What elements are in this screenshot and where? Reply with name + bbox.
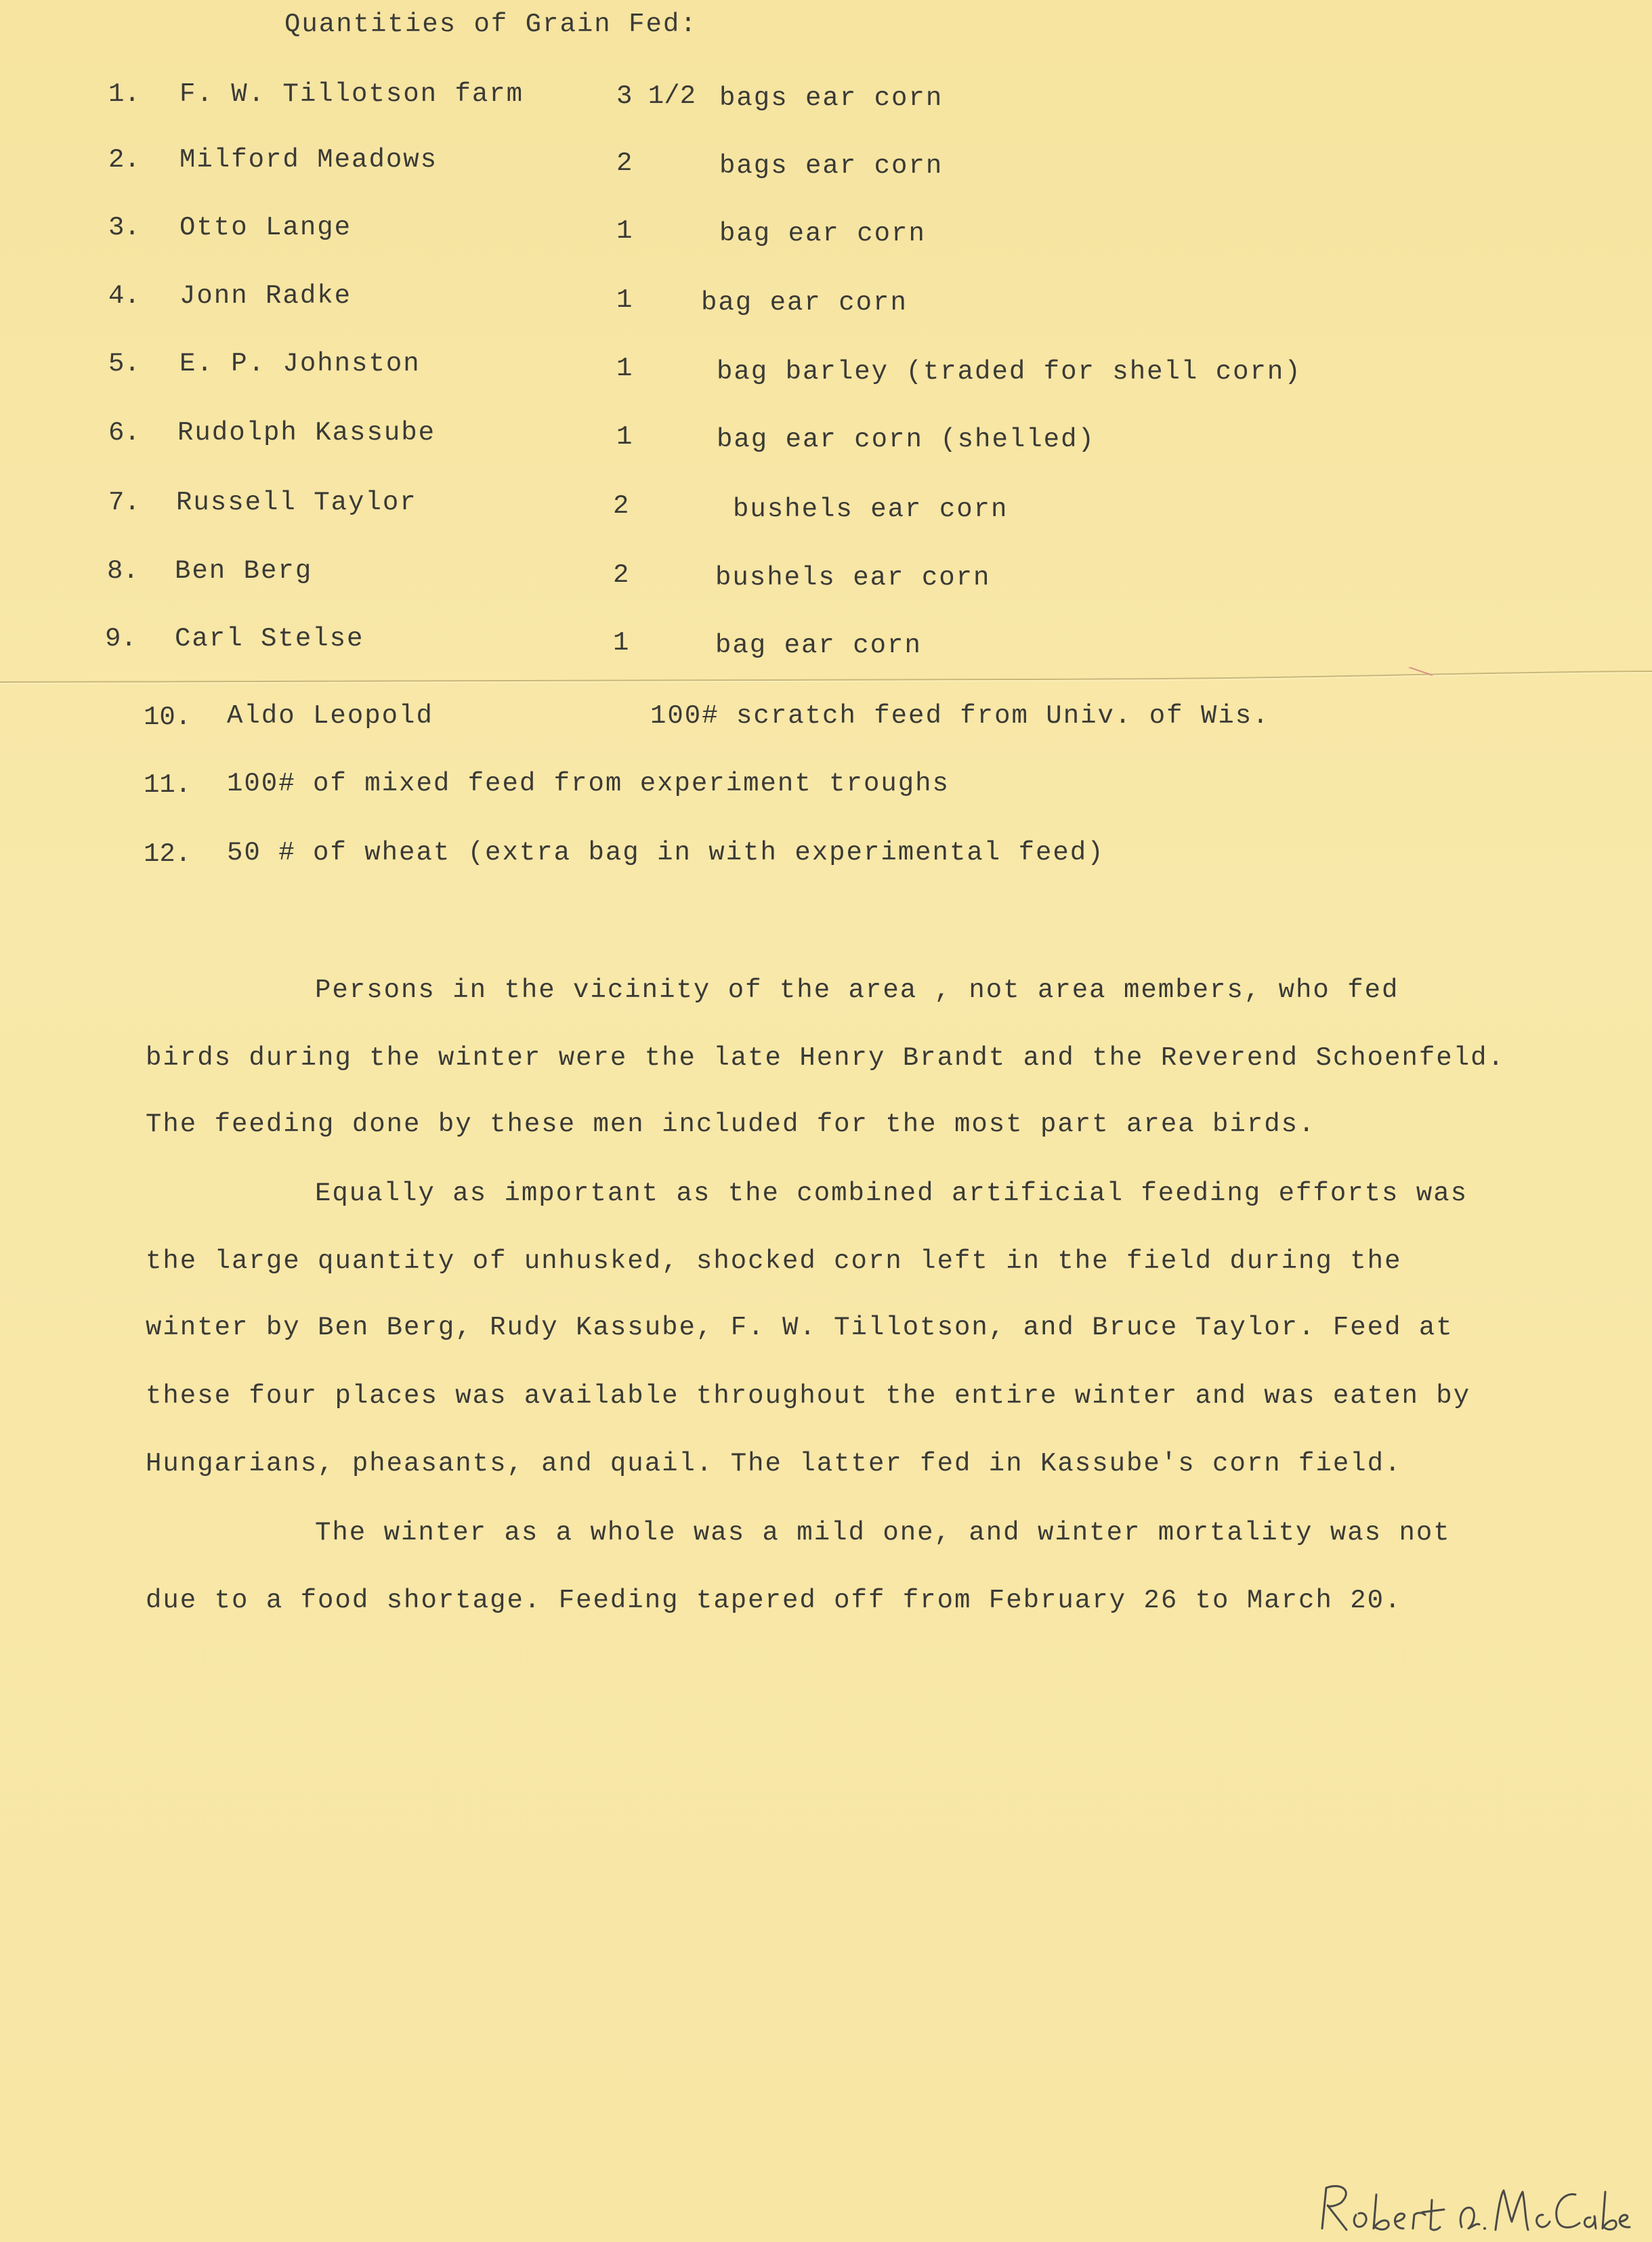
paragraph-line: the large quantity of unhusked, shocked corn left in the field during the (146, 1246, 1402, 1276)
item-name: Otto Lange (179, 213, 352, 242)
item-name: Jonn Radke (179, 281, 352, 311)
paragraph-line: Persons in the vicinity of the area , not area members, who fed (315, 975, 1399, 1005)
paragraph-line: due to a food shortage. Feeding tapered off from February 26 to March 20. (146, 1586, 1402, 1615)
item-name: F. W. Tillotson farm (179, 79, 524, 109)
item-name: Aldo Leopold (227, 701, 433, 731)
item-quantity: 1 (616, 422, 633, 452)
paragraph-line: The feeding done by these men included for the most part area birds. (146, 1109, 1316, 1139)
item-unit: bags ear corn (719, 83, 944, 113)
item-name: Ben Berg (175, 556, 313, 586)
item-name: Carl Stelse (175, 624, 364, 654)
item-number: 7. (108, 488, 140, 517)
item-number: 5. (108, 349, 140, 379)
item-quantity: 1 (616, 285, 633, 315)
item-quantity: 2 (613, 491, 629, 521)
paragraph-line: Hungarians, pheasants, and quail. The latter fed in Kassube's corn field. (146, 1449, 1402, 1479)
item-number: 3. (108, 213, 140, 242)
item-unit: bag ear corn (719, 219, 926, 249)
item-number: 1. (108, 79, 140, 109)
item-quantity: 3 1/2 (616, 81, 696, 111)
paragraph-line: birds during the winter were the late Henry Brandt and the Reverend Schoenfeld. (146, 1043, 1505, 1073)
item-name: Rudolph Kassube (177, 418, 436, 448)
item-number: 11. (144, 770, 192, 800)
list-title: Quantities of Grain Fed: (284, 9, 698, 39)
item-unit: bag ear corn (shelled) (717, 425, 1095, 454)
item-quantity: 2 (616, 148, 633, 178)
item-number: 12. (144, 839, 192, 869)
item-name: Russell Taylor (176, 488, 417, 517)
item-quantity: 1 (613, 628, 629, 658)
item-number: 9. (105, 624, 137, 654)
item-quantity: 1 (616, 216, 633, 246)
item-text: 100# of mixed feed from experiment troughs (227, 769, 950, 799)
item-unit: bags ear corn (719, 151, 944, 181)
item-unit: bag barley (traded for shell corn) (717, 357, 1302, 387)
paragraph-line: Equally as important as the combined artificial feeding efforts was (315, 1179, 1468, 1208)
item-number: 6. (108, 418, 140, 448)
paragraph-line: The winter as a whole was a mild one, and winter mortality was not (315, 1518, 1451, 1548)
item-unit: bag ear corn (701, 288, 908, 318)
item-text: 50 # of wheat (extra bag in with experimental feed) (227, 838, 1105, 868)
item-number: 4. (108, 281, 140, 311)
item-number: 10. (144, 702, 192, 732)
item-number: 8. (107, 556, 139, 586)
item-name: E. P. Johnston (179, 349, 421, 379)
signature (1314, 2167, 1632, 2242)
paper-tear-line (0, 667, 1652, 688)
item-unit: bag ear corn (715, 631, 922, 660)
item-detail: 100# scratch feed from Univ. of Wis. (650, 701, 1270, 731)
item-unit: bushels ear corn (715, 563, 991, 593)
item-quantity: 2 (613, 560, 629, 590)
item-number: 2. (108, 145, 140, 175)
paragraph-line: winter by Ben Berg, Rudy Kassube, F. W. Tillotson, and Bruce Taylor. Feed at (146, 1313, 1454, 1342)
item-name: Milford Meadows (179, 145, 438, 175)
item-quantity: 1 (616, 354, 633, 383)
item-unit: bushels ear corn (733, 494, 1009, 524)
paragraph-line: these four places was available throughout the entire winter and was eaten by (146, 1381, 1471, 1411)
